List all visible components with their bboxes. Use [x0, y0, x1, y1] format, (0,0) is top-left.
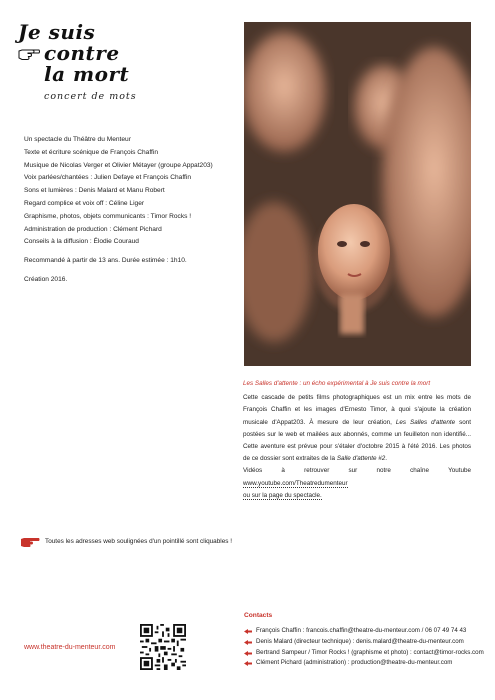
article-heading — [243, 378, 471, 390]
contact-text: Denis Malard (directeur technique) : denis.malard@theatre-du-menteur.com — [256, 637, 464, 645]
article-text: Cette cascade de petits films photographiques est un mix entre les mots de François Chaffin et les images d'Ernesto Timor, à quoi s'ajoute la création musicale d'Appat203. À mesure de leur création, — [243, 394, 471, 426]
article-heading-mid: : un écho expérimental à — [297, 380, 371, 387]
arrow-bullet-icon — [244, 651, 252, 656]
contact-item[interactable] — [244, 658, 484, 669]
contact-text: Clément Pichard (administration) : production@theatre-du-menteur.com — [256, 659, 453, 667]
youtube-link[interactable]: www.youtube.com/Theatredumenteur — [243, 479, 348, 487]
arrow-bullet-icon — [244, 629, 252, 634]
title-line-1: Je suis — [18, 20, 96, 44]
credit-line: Administration de production : Clément Pichard — [24, 225, 162, 233]
credit-line: Texte et écriture scénique de François Chaffin — [24, 148, 159, 156]
credit-line: Graphisme, photos, objets communicants : Timor Rocks ! — [24, 212, 192, 220]
contact-item[interactable] — [244, 648, 484, 659]
pointing-hand-red-icon — [20, 535, 40, 548]
contact-text: Bertrand Sampeur / Timor Rocks ! (graphisme et photo) : contact@timor-rocks.com — [256, 648, 484, 656]
article — [243, 378, 471, 502]
article-italic: Salle d'attente #2 — [336, 455, 386, 463]
clickable-note — [20, 535, 232, 548]
title-block — [18, 22, 218, 102]
contact-item[interactable] — [244, 637, 484, 648]
article-text: . — [385, 455, 388, 463]
credit-line: Voix parlées/chantées : Julien Defaye et François Chaffin — [24, 174, 192, 182]
arrow-bullet-icon — [244, 661, 252, 666]
title-line-3: la mort — [44, 62, 130, 86]
arrow-bullet-icon — [244, 640, 252, 645]
article-heading-series: Les Salles d'attente — [243, 380, 298, 387]
mannequin-photo — [244, 22, 471, 366]
credit-line: Un spectacle du Théâtre du Menteur — [24, 136, 131, 143]
website-link[interactable]: www.theatre-du-menteur.com — [24, 644, 116, 651]
article-heading-title: Je suis contre la mort — [370, 380, 431, 387]
contacts-section — [244, 612, 484, 669]
mannequin-photo-illustration — [244, 22, 471, 366]
article-paragraph — [243, 392, 471, 465]
age-recommendation: Recommandé à partir de 13 ans. Durée estimée : 1h10. — [24, 257, 187, 265]
subtitle: concert de mots — [44, 91, 137, 102]
credit-line: Musique de Nicolas Verger et Olivier Métayer (groupe Appat203) — [24, 161, 213, 169]
qr-code[interactable] — [140, 624, 186, 670]
clickable-note-text: Toutes les adresses web soulignées d'un pointillé sont cliquables ! — [45, 538, 233, 546]
credit-line: Conseils à la diffusion : Élodie Couraud — [24, 238, 139, 246]
title-line-2: contre — [44, 41, 120, 65]
article-text: sont postées sur le web et mailées aux abonnés, comme un feuilleton non identifié... Cette aventure est prévue pour s'étaler d'octobre 2015 à l'été 2016. Les photos de ce dossier sont extraites de la — [243, 418, 471, 463]
credits-list — [24, 134, 239, 287]
contacts-title: Contacts — [244, 612, 273, 619]
article-italic: Les Salles d'attente — [395, 418, 456, 426]
contact-item[interactable] — [244, 626, 484, 637]
creation-year: Création 2016. — [24, 275, 68, 283]
video-paragraph — [243, 465, 471, 502]
video-text: Vidéos à retrouver sur notre chaîne Youtube — [243, 467, 471, 475]
show-page-link[interactable]: ou sur la page du spectacle. — [243, 491, 322, 499]
pointing-hand-icon — [18, 47, 40, 61]
credit-line: Sons et lumières : Denis Malard et Manu Robert — [24, 187, 165, 195]
contact-text: François Chaffin : francois.chaffin@theatre-du-menteur.com / 06 07 49 74 43 — [256, 627, 467, 634]
credit-line: Regard complice et voix off : Céline Liger — [24, 199, 145, 207]
